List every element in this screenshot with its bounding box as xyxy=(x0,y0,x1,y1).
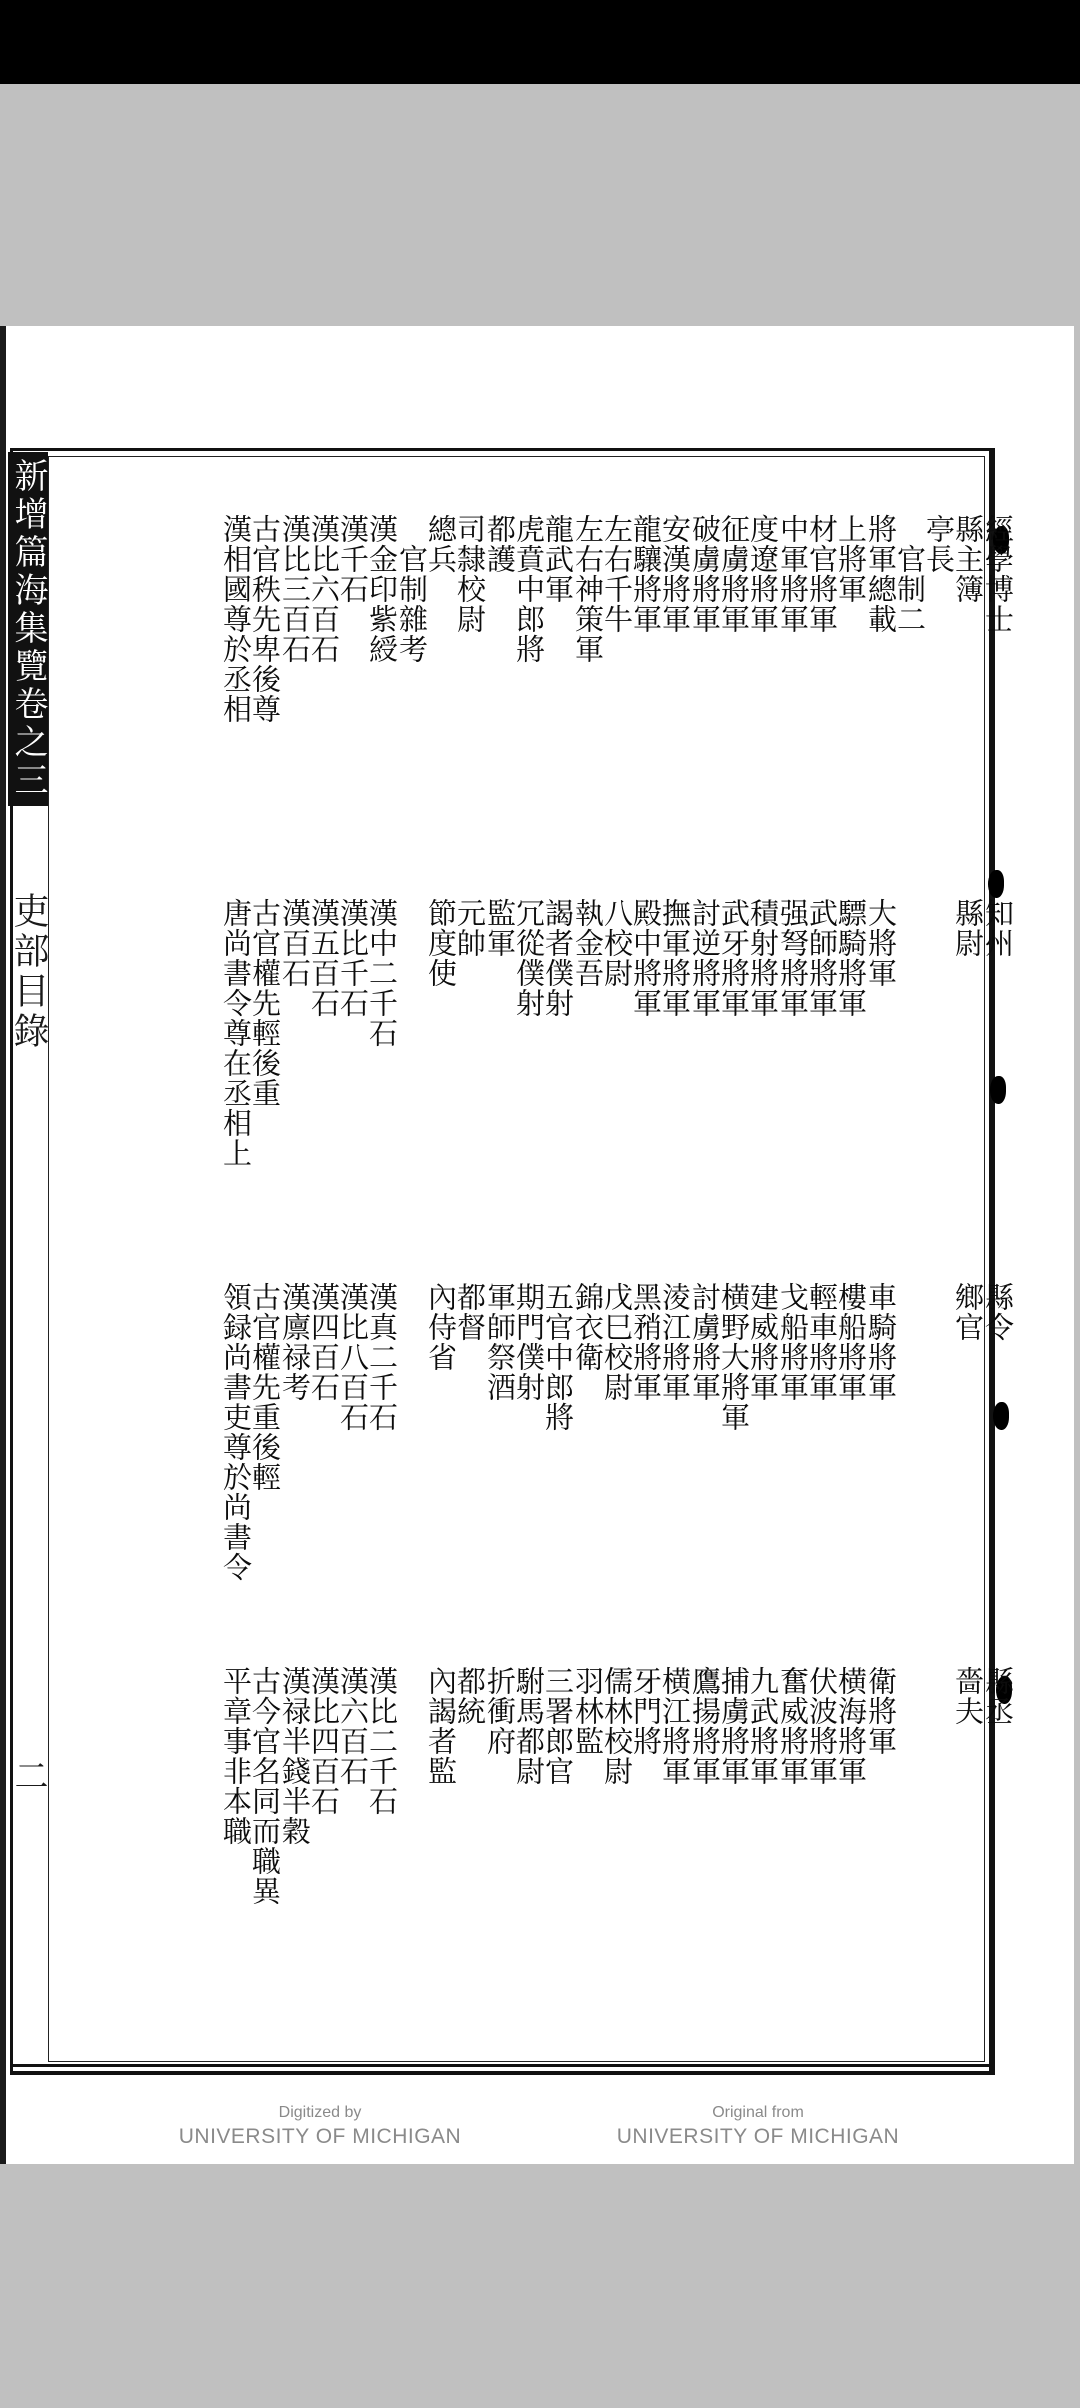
toc-entry: 衛將軍 xyxy=(864,1666,898,1756)
status-bar xyxy=(0,0,1080,84)
book-title: 新增篇海集覽卷之三 xyxy=(8,452,48,806)
toc-entry: 龍武軍 xyxy=(541,514,575,604)
toc-entry: 將軍總載 xyxy=(864,514,898,634)
toc-entry: 横野大將軍 xyxy=(717,1282,751,1432)
toc-entry: 捕虜將軍 xyxy=(717,1666,751,1786)
toc-entry: 武牙將軍 xyxy=(717,898,751,1018)
original-from-institution: UNIVERSITY OF MICHIGAN xyxy=(616,2125,900,2148)
toc-entry: 古官秩先卑後尊 xyxy=(248,514,282,724)
toc-entry: 平章事非本職 xyxy=(219,1666,253,1846)
gutter-margin xyxy=(8,452,48,2072)
toc-entry: 牙門將 xyxy=(629,1666,663,1756)
original-from-label: Original from xyxy=(712,2104,804,2121)
toc-entry: 亭長 xyxy=(922,514,956,574)
toc-entry: 討虜將軍 xyxy=(688,1282,722,1402)
toc-entry: 鷹揚將軍 xyxy=(688,1666,722,1786)
toc-entry: 古官權先重後輕 xyxy=(248,1282,282,1492)
binding-hole-mark xyxy=(993,1402,1009,1430)
toc-entry: 漢比八百石 xyxy=(336,1282,370,1432)
toc-entry: 縣尉 xyxy=(951,898,985,958)
toc-entry: 漢六百石 xyxy=(336,1666,370,1786)
toc-entry: 漢廪禄考 xyxy=(278,1282,312,1402)
toc-entry: 强弩將軍 xyxy=(776,898,810,1018)
toc-entry: 漢相國尊於丞相 xyxy=(219,514,253,724)
toc-entry: 安漢將軍 xyxy=(658,514,692,634)
toc-entry: 官制二 xyxy=(893,514,927,634)
toc-entry: 內謁者監 xyxy=(424,1666,458,1786)
toc-entry: 上將軍 xyxy=(834,514,868,604)
toc-entry: 三署郎官 xyxy=(541,1666,575,1786)
toc-entry: 都督 xyxy=(453,1282,487,1342)
toc-entry: 漢比二千石 xyxy=(365,1666,399,1816)
toc-entry: 討逆將軍 xyxy=(688,898,722,1018)
toc-entry: 破虜將軍 xyxy=(688,514,722,634)
toc-entry: 漢比三百石 xyxy=(278,514,312,664)
toc-entry: 建威將軍 xyxy=(746,1282,780,1402)
toc-entry: 黑矟將軍 xyxy=(629,1282,663,1402)
toc-entry: 縣主簿 xyxy=(951,514,985,604)
toc-entry: 大將軍 xyxy=(864,898,898,988)
digitized-by-institution: UNIVERSITY OF MICHIGAN xyxy=(178,2125,462,2148)
original-from-credit xyxy=(578,2102,938,2150)
page-frame-bottom-rule xyxy=(10,2064,995,2072)
toc-entry: 漢金印紫綬 xyxy=(365,514,399,664)
toc-entry: 積射將軍 xyxy=(746,898,780,1018)
page-frame-inner xyxy=(48,456,985,2062)
folio-number: 二 xyxy=(8,1758,48,1796)
toc-entry: 伏波將軍 xyxy=(805,1666,839,1786)
toc-entry: 戈船將軍 xyxy=(776,1282,810,1402)
toc-entry: 漢中二千石 xyxy=(365,898,399,1048)
toc-entry: 監軍 xyxy=(483,898,517,958)
toc-entry: 司隸校尉 xyxy=(453,514,487,634)
toc-entry: 左右千牛 xyxy=(600,514,634,634)
toc-entry: 横海將軍 xyxy=(834,1666,868,1786)
toc-entry: 度遼將軍 xyxy=(746,514,780,634)
toc-entry: 官制雜考 xyxy=(395,514,429,664)
digitized-by-credit xyxy=(140,2102,500,2150)
toc-entry: 車騎將軍 xyxy=(864,1282,898,1402)
toc-entry: 奮威將軍 xyxy=(776,1666,810,1786)
toc-entry: 九武將軍 xyxy=(746,1666,780,1786)
toc-entry: 都護 xyxy=(483,514,517,574)
toc-entry: 唐尚書令尊在丞相上 xyxy=(219,898,253,1168)
binding-hole-mark xyxy=(990,1076,1006,1104)
toc-entry: 縣丞 xyxy=(981,1666,1015,1726)
toc-entry: 軍師祭酒 xyxy=(483,1282,517,1402)
toc-entry: 領録尚書吏尊於尚書令 xyxy=(219,1282,253,1582)
binding-hole-mark xyxy=(988,870,1004,898)
toc-entry: 知州 xyxy=(981,898,1015,958)
toc-entry: 古官權先輕後重 xyxy=(248,898,282,1108)
toc-entry: 虎賁中郎將 xyxy=(512,514,546,664)
toc-entry: 經學博士 xyxy=(981,514,1015,634)
section-title: 吏部目錄 xyxy=(8,892,49,1052)
toc-entry: 錦衣衛 xyxy=(571,1282,605,1372)
toc-entry: 羽林監 xyxy=(571,1666,605,1756)
toc-entry: 漢禄半錢半穀 xyxy=(278,1666,312,1846)
toc-entry: 漢五百石 xyxy=(307,898,341,1018)
toc-entry: 八校尉 xyxy=(600,898,634,988)
toc-entry: 內侍省 xyxy=(424,1282,458,1372)
toc-entry: 漢真二千石 xyxy=(365,1282,399,1432)
toc-entry: 漢比六百石 xyxy=(307,514,341,664)
toc-entry: 征虜將軍 xyxy=(717,514,751,634)
toc-entry: 駙馬都尉 xyxy=(512,1666,546,1786)
toc-entry: 五官中郎將 xyxy=(541,1282,575,1432)
toc-entry: 期門僕射 xyxy=(512,1282,546,1402)
toc-entry: 戊巳校尉 xyxy=(600,1282,634,1402)
toc-entry: 折衝府 xyxy=(483,1666,517,1756)
toc-entry: 中軍將軍 xyxy=(776,514,810,634)
toc-entry: 左右神策軍 xyxy=(571,514,605,664)
toc-entry: 漢比千石 xyxy=(336,898,370,1018)
toc-entry: 殿中將軍 xyxy=(629,898,663,1018)
toc-entry: 淩江將軍 xyxy=(658,1282,692,1402)
toc-entry: 撫軍將軍 xyxy=(658,898,692,1018)
toc-entry: 龍驤將軍 xyxy=(629,514,663,634)
toc-entry: 古今官名同而職異 xyxy=(248,1666,282,1906)
toc-entry: 輕車將軍 xyxy=(805,1282,839,1402)
toc-entry: 横江將軍 xyxy=(658,1666,692,1786)
toc-entry: 漢比四百石 xyxy=(307,1666,341,1816)
toc-entry: 縣令 xyxy=(981,1282,1015,1342)
toc-entry: 儒林校尉 xyxy=(600,1666,634,1786)
toc-entry: 漢百石 xyxy=(278,898,312,988)
toc-entry: 鄉官 xyxy=(951,1282,985,1342)
digitized-by-label: Digitized by xyxy=(278,2104,362,2121)
toc-entry: 節度使 xyxy=(424,898,458,988)
toc-entry: 冗從僕射 xyxy=(512,898,546,1018)
toc-entry: 都統 xyxy=(453,1666,487,1726)
toc-entry: 嗇夫 xyxy=(951,1666,985,1726)
page-frame-right-rule xyxy=(989,448,994,2075)
toc-entry: 武師將軍 xyxy=(805,898,839,1018)
toc-entry: 漢千石 xyxy=(336,514,370,604)
toc-entry: 元帥 xyxy=(453,898,487,958)
toc-entry: 材官將軍 xyxy=(805,514,839,634)
toc-entry: 驃騎將軍 xyxy=(834,898,868,1018)
toc-entry: 謁者僕射 xyxy=(541,898,575,1018)
toc-entry: 總兵 xyxy=(424,514,458,574)
toc-entry: 執金吾 xyxy=(571,898,605,988)
toc-entry: 樓船將軍 xyxy=(834,1282,868,1402)
toc-entry: 漢四百石 xyxy=(307,1282,341,1402)
